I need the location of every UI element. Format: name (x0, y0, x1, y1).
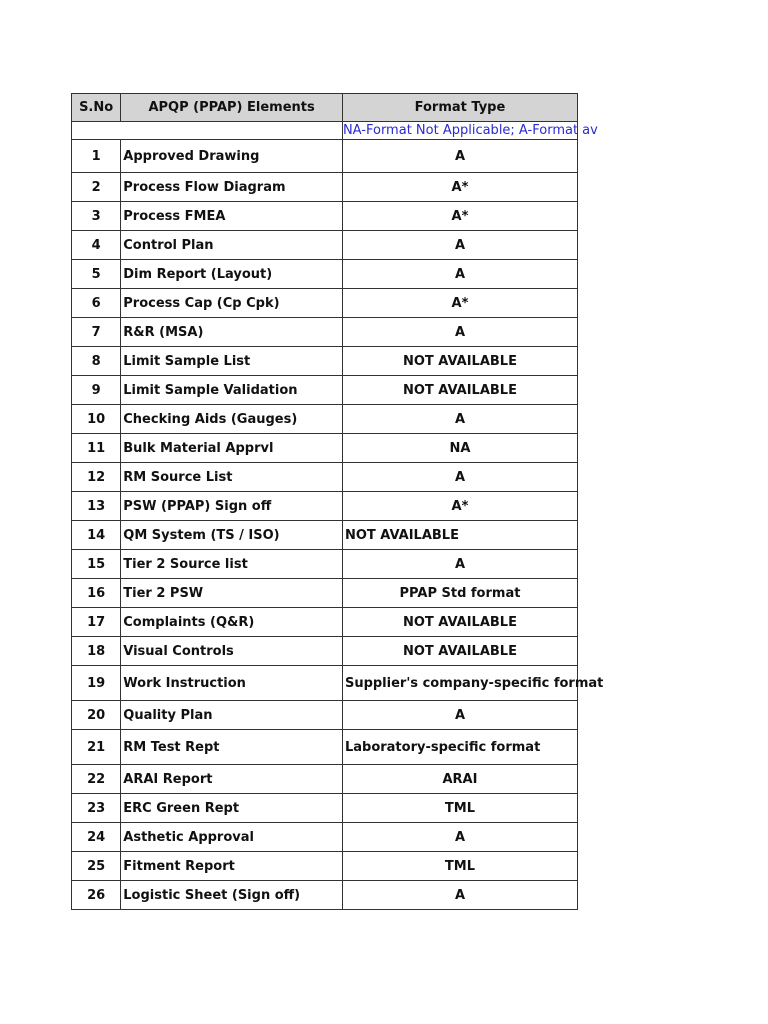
format-type-cell: NOT AVAILABLE (342, 608, 577, 637)
table-row (72, 881, 578, 910)
serial-number-cell: 15 (72, 550, 121, 579)
legend-row (72, 122, 578, 140)
element-name-cell: ARAI Report (121, 765, 343, 794)
table-header (72, 94, 578, 122)
table-row (72, 140, 578, 173)
format-type-cell: NA (342, 434, 577, 463)
element-name-cell: Visual Controls (121, 637, 343, 666)
serial-number-cell: 13 (72, 492, 121, 521)
serial-number-cell: 14 (72, 521, 121, 550)
table-row (72, 173, 578, 202)
table-row (72, 202, 578, 231)
table-row (72, 434, 578, 463)
serial-number-cell: 5 (72, 260, 121, 289)
format-type-cell: NOT AVAILABLE (342, 347, 577, 376)
element-name-cell: Process FMEA (121, 202, 343, 231)
format-type-cell: A* (342, 173, 577, 202)
format-type-cell: A (342, 701, 577, 730)
table-row (72, 405, 578, 434)
element-name-cell: RM Source List (121, 463, 343, 492)
header-format-type: Format Type (342, 94, 577, 122)
table-row (72, 318, 578, 347)
format-type-cell: NOT AVAILABLE (342, 637, 577, 666)
serial-number-cell: 16 (72, 579, 121, 608)
table-row (72, 463, 578, 492)
serial-number-cell: 10 (72, 405, 121, 434)
serial-number-cell: 19 (72, 666, 121, 701)
format-type-cell: A (342, 463, 577, 492)
table-row (72, 289, 578, 318)
table-row (72, 730, 578, 765)
serial-number-cell: 23 (72, 794, 121, 823)
serial-number-cell: 7 (72, 318, 121, 347)
table-row (72, 794, 578, 823)
element-name-cell: Complaints (Q&R) (121, 608, 343, 637)
serial-number-cell: 17 (72, 608, 121, 637)
serial-number-cell: 12 (72, 463, 121, 492)
legend-cell (342, 122, 598, 140)
element-name-cell: Tier 2 PSW (121, 579, 343, 608)
element-name-cell: Control Plan (121, 231, 343, 260)
format-type-cell: A (342, 140, 577, 173)
table-body (72, 122, 604, 910)
header-sno: S.No (72, 94, 121, 122)
format-type-cell: TML (342, 794, 577, 823)
format-type-cell: A (342, 823, 577, 852)
format-type-cell: A* (342, 202, 577, 231)
header-row (72, 94, 578, 122)
serial-number-cell: 18 (72, 637, 121, 666)
table-row (72, 376, 578, 405)
table-row (72, 666, 578, 701)
element-name-cell: RM Test Rept (121, 730, 343, 765)
serial-number-cell: 4 (72, 231, 121, 260)
element-name-cell: QM System (TS / ISO) (121, 521, 343, 550)
element-name-cell: Bulk Material Apprvl (121, 434, 343, 463)
serial-number-cell: 8 (72, 347, 121, 376)
format-type-cell: A (342, 405, 577, 434)
format-type-cell: A (342, 881, 577, 910)
element-name-cell: Asthetic Approval (121, 823, 343, 852)
element-name-cell: Fitment Report (121, 852, 343, 881)
table-row (72, 608, 578, 637)
serial-number-cell: 6 (72, 289, 121, 318)
apqp-ppap-table (71, 93, 604, 910)
element-name-cell: Quality Plan (121, 701, 343, 730)
element-name-cell: Limit Sample Validation (121, 376, 343, 405)
format-type-cell: ARAI (342, 765, 577, 794)
element-name-cell: Dim Report (Layout) (121, 260, 343, 289)
serial-number-cell: 25 (72, 852, 121, 881)
serial-number-cell: 20 (72, 701, 121, 730)
element-name-cell: Tier 2 Source list (121, 550, 343, 579)
format-type-cell: Supplier's company-specific format (342, 666, 577, 701)
serial-number-cell: 26 (72, 881, 121, 910)
element-name-cell: Logistic Sheet (Sign off) (121, 881, 343, 910)
element-name-cell: Process Cap (Cp Cpk) (121, 289, 343, 318)
serial-number-cell: 2 (72, 173, 121, 202)
format-type-cell: PPAP Std format (342, 579, 577, 608)
format-type-cell: A* (342, 492, 577, 521)
table-row (72, 579, 578, 608)
serial-number-cell: 24 (72, 823, 121, 852)
element-name-cell: Work Instruction (121, 666, 343, 701)
legend-spacer (72, 122, 343, 140)
serial-number-cell: 21 (72, 730, 121, 765)
element-name-cell: Approved Drawing (121, 140, 343, 173)
table-row (72, 521, 578, 550)
format-type-cell: NOT AVAILABLE (342, 376, 577, 405)
element-name-cell: R&R (MSA) (121, 318, 343, 347)
table-row (72, 231, 578, 260)
table-row (72, 492, 578, 521)
element-name-cell: ERC Green Rept (121, 794, 343, 823)
format-type-cell: A (342, 550, 577, 579)
table-row (72, 260, 578, 289)
table-row (72, 347, 578, 376)
element-name-cell: Limit Sample List (121, 347, 343, 376)
format-type-cell: A (342, 318, 577, 347)
serial-number-cell: 11 (72, 434, 121, 463)
serial-number-cell: 1 (72, 140, 121, 173)
format-type-cell: Laboratory-specific format (342, 730, 577, 765)
table-row (72, 823, 578, 852)
serial-number-cell: 9 (72, 376, 121, 405)
element-name-cell: PSW (PPAP) Sign off (121, 492, 343, 521)
serial-number-cell: 22 (72, 765, 121, 794)
table-row (72, 550, 578, 579)
table-row (72, 765, 578, 794)
serial-number-cell: 3 (72, 202, 121, 231)
format-type-cell: NOT AVAILABLE (342, 521, 577, 550)
table-row (72, 637, 578, 666)
element-name-cell: Checking Aids (Gauges) (121, 405, 343, 434)
element-name-cell: Process Flow Diagram (121, 173, 343, 202)
format-type-cell: A* (342, 289, 577, 318)
table-row (72, 852, 578, 881)
format-type-cell: A (342, 260, 577, 289)
table-row (72, 701, 578, 730)
format-type-cell: A (342, 231, 577, 260)
legend-note: NA-Format Not Applicable; A-Format av (342, 123, 598, 138)
header-elements: APQP (PPAP) Elements (121, 94, 343, 122)
format-type-cell: TML (342, 852, 577, 881)
